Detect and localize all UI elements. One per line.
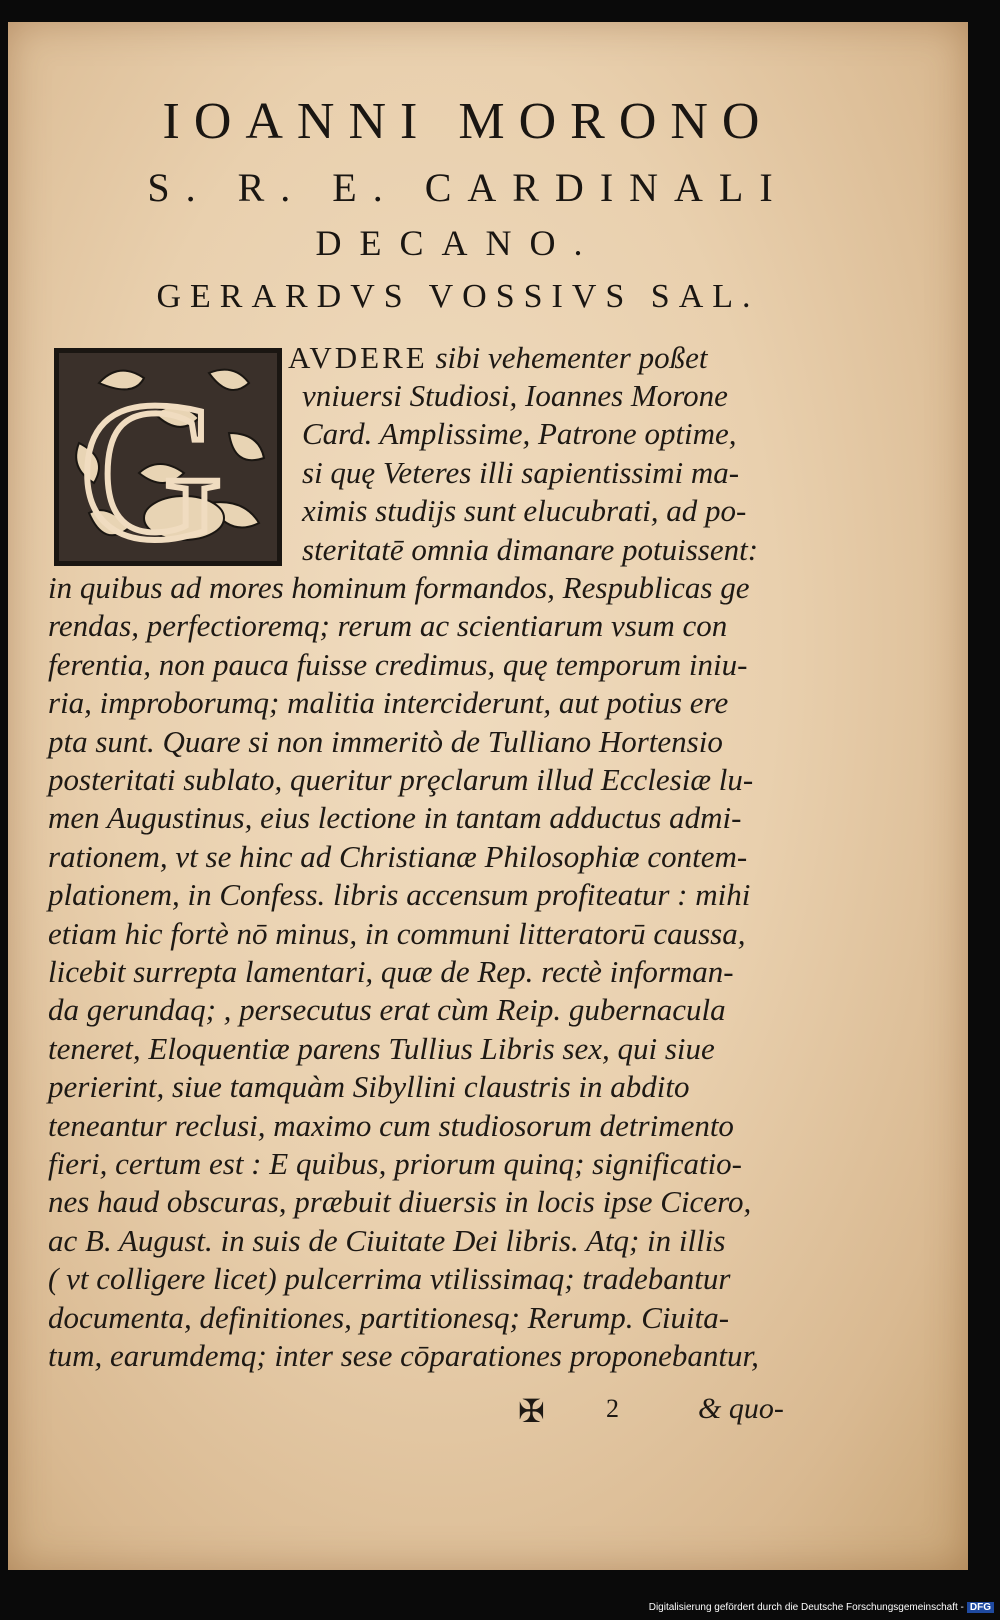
digitization-credit [649,1602,994,1616]
text-line: tum, earumdemq; inter sese cōparationes proponebantur, [48,1338,759,1373]
text-line: licebit surrepta lamentari, quæ de Rep. rectè informan- [48,954,734,989]
heading-title: S. R. E. CARDINALI [147,165,789,210]
heading-office: DECANO. [315,223,601,263]
text-line: pta sunt. Quare si non immeritò de Tulliano Hortensio [48,723,723,759]
woodcut-initial-g-icon [59,353,277,561]
page-footer [8,1392,968,1432]
text-line: posteritati sublato, queritur prȩclarum illud Ecclesiæ lu- [48,762,754,797]
text-line: ac B. August. in suis de Ciuitate Dei libris. Atq; in illis [48,1222,726,1258]
text-line: perierint, siue tamquàm Sibyllini claustris in abdito [48,1069,690,1105]
text-line: ria, improborumq; malitia interciderunt, aut potius ere [48,685,729,721]
catchword: & quo- [698,1392,784,1425]
text-line: plationem, in Confess. libris accensum profiteatur : mihi [48,877,751,913]
text-line: ( vt colligere licet) pulcerrima vtilissimaq; tradebantur [48,1261,731,1297]
text-line: teneantur reclusi, maximo cum studiosorum detrimento [48,1107,734,1143]
text-line: ferentia, non pauca fuisse credimus, quę temporum iniu- [48,646,748,682]
text-line: da gerundaq; , persecutus erat cùm Reip. gubernacula [48,992,726,1028]
text-line: si quę Veteres illi sapientissimi ma- [302,454,740,490]
cross-icon: ✠ [518,1393,545,1429]
text-line: in quibus ad mores hominum formandos, Respublicas ge [48,570,750,605]
heading-name: IOANNI MORONO [162,93,774,150]
text-line: nes haud obscuras, præbuit diuersis in locis ipse Cicero, [48,1184,752,1220]
text-line: Card. Amplissime, Patrone optime, [302,416,737,452]
heading-author: GERARDVS VOSSIVS SAL. [156,278,760,315]
text-line: steritatē omnia dimanare potuissent: [302,531,759,567]
initial-letter: G [79,361,224,561]
first-text-line [288,340,708,376]
dfg-logo: DFG [967,1602,994,1613]
text-line: fieri, certum est : E quibus, priorum quinq; significatio- [48,1146,743,1181]
text-line: vniuersi Studiosi, Ioannes Morone [302,378,728,413]
signature-mark: 2 [606,1394,619,1423]
book-page [8,22,968,1570]
text-line: ximis studijs sunt elucubrati, ad po- [302,493,747,529]
text-line: documenta, definitiones, partitionesq; Rerump. Ciuita- [48,1299,730,1335]
text-line: teneret, Eloquentiæ parens Tullius Libris sex, qui siue [48,1030,715,1066]
first-word-smallcaps: AVDERE [288,340,428,375]
first-line-rest: sibi vehementer poßet [427,340,708,375]
text-line: etiam hic fortè nō minus, in communi litteratorū caussa, [48,915,746,951]
decorated-initial [54,348,282,566]
text-line: men Augustinus, eius lectione in tantam adductus admi- [48,800,742,836]
text-line: rendas, perfectioremq; rerum ac scientiarum vsum con [48,608,728,644]
text-line: rationem, vt se hinc ad Christianæ Philosophiæ contem- [48,838,748,874]
credit-text: Digitalisierung gefördert durch die Deutsche Forschungsgemeinschaft - [648,1602,964,1613]
